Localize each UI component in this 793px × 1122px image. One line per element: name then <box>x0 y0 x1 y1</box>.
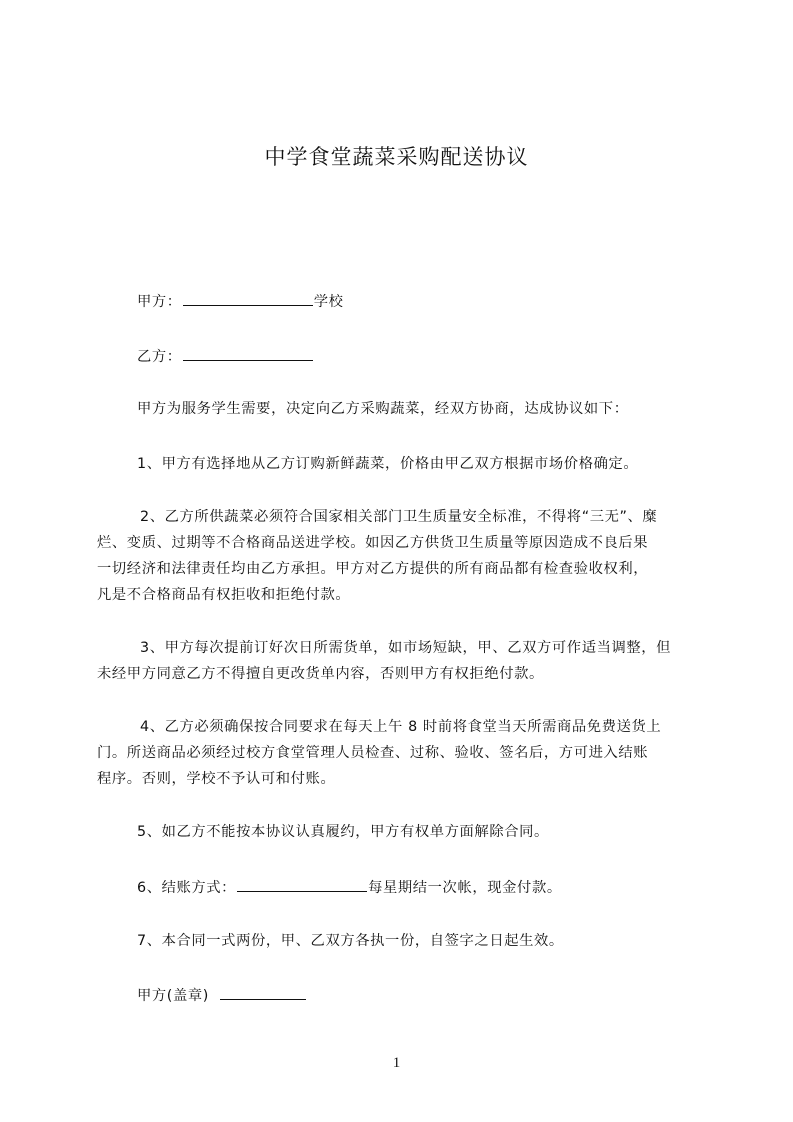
clause-6-prefix: 6、结账方式： <box>137 880 237 896</box>
party-a-label: 甲方： <box>137 294 182 310</box>
signature-label: 甲方(盖章) <box>137 988 209 1004</box>
party-b-line <box>137 346 314 367</box>
page-number: 1 <box>392 1055 401 1071</box>
clause-2-line-3: 一切经济和法律责任均由乙方承担。甲方对乙方提供的所有商品都有检查验收权利， <box>97 561 649 577</box>
clause-3-line-1: 3、甲方每次提前订好次日所需货单，如市场短缺，甲、乙双方可作适当调整，但 <box>140 640 672 656</box>
signature-line <box>137 985 307 1006</box>
clause-2-line-4: 凡是不合格商品有权拒收和拒绝付款。 <box>97 587 351 603</box>
clause-2-line-1: 2、乙方所供蔬菜必须符合国家相关部门卫生质量安全标准，不得将“三无”、糜 <box>140 509 658 525</box>
party-a-blank[interactable] <box>183 291 313 306</box>
clause-4-line-2: 门。所送商品必须经过校方食堂管理人员检查、过称、验收、签名后，方可进入结账 <box>97 745 649 761</box>
document-title: 中学食堂蔬菜采购配送协议 <box>264 145 529 169</box>
party-a-suffix: 学校 <box>313 294 344 310</box>
party-a-line <box>137 291 344 312</box>
clause-2-line-2: 烂、变质、过期等不合格商品送进学校。如因乙方供货卫生质量等原因造成不良后果 <box>97 535 649 551</box>
clause-1: 1、甲方有选择地从乙方订购新鲜蔬菜，价格由甲乙双方根据市场价格确定。 <box>137 456 639 472</box>
clause-6 <box>137 877 562 898</box>
clause-6-suffix: 每星期结一次帐，现金付款。 <box>368 880 562 896</box>
payment-method-blank[interactable] <box>237 877 367 892</box>
signature-blank[interactable] <box>220 985 306 1000</box>
clause-5: 5、如乙方不能按本协议认真履约，甲方有权单方面解除合同。 <box>137 824 549 840</box>
party-b-label: 乙方： <box>137 349 182 365</box>
clause-7: 7、本合同一式两份，甲、乙双方各执一份，自签字之日起生效。 <box>137 933 564 949</box>
intro-paragraph: 甲方为服务学生需要，决定向乙方采购蔬菜，经双方协商，达成协议如下： <box>137 401 629 417</box>
clause-4-line-1: 4、乙方必须确保按合同要求在每天上午 8 时前将食堂当天所需商品免费送货上 <box>140 719 662 735</box>
clause-4-line-3: 程序。否则，学校不予认可和付账。 <box>97 771 336 787</box>
clause-3-line-2: 未经甲方同意乙方不得擅自更改货单内容，否则甲方有权拒绝付款。 <box>97 666 544 682</box>
party-b-blank[interactable] <box>183 346 313 361</box>
